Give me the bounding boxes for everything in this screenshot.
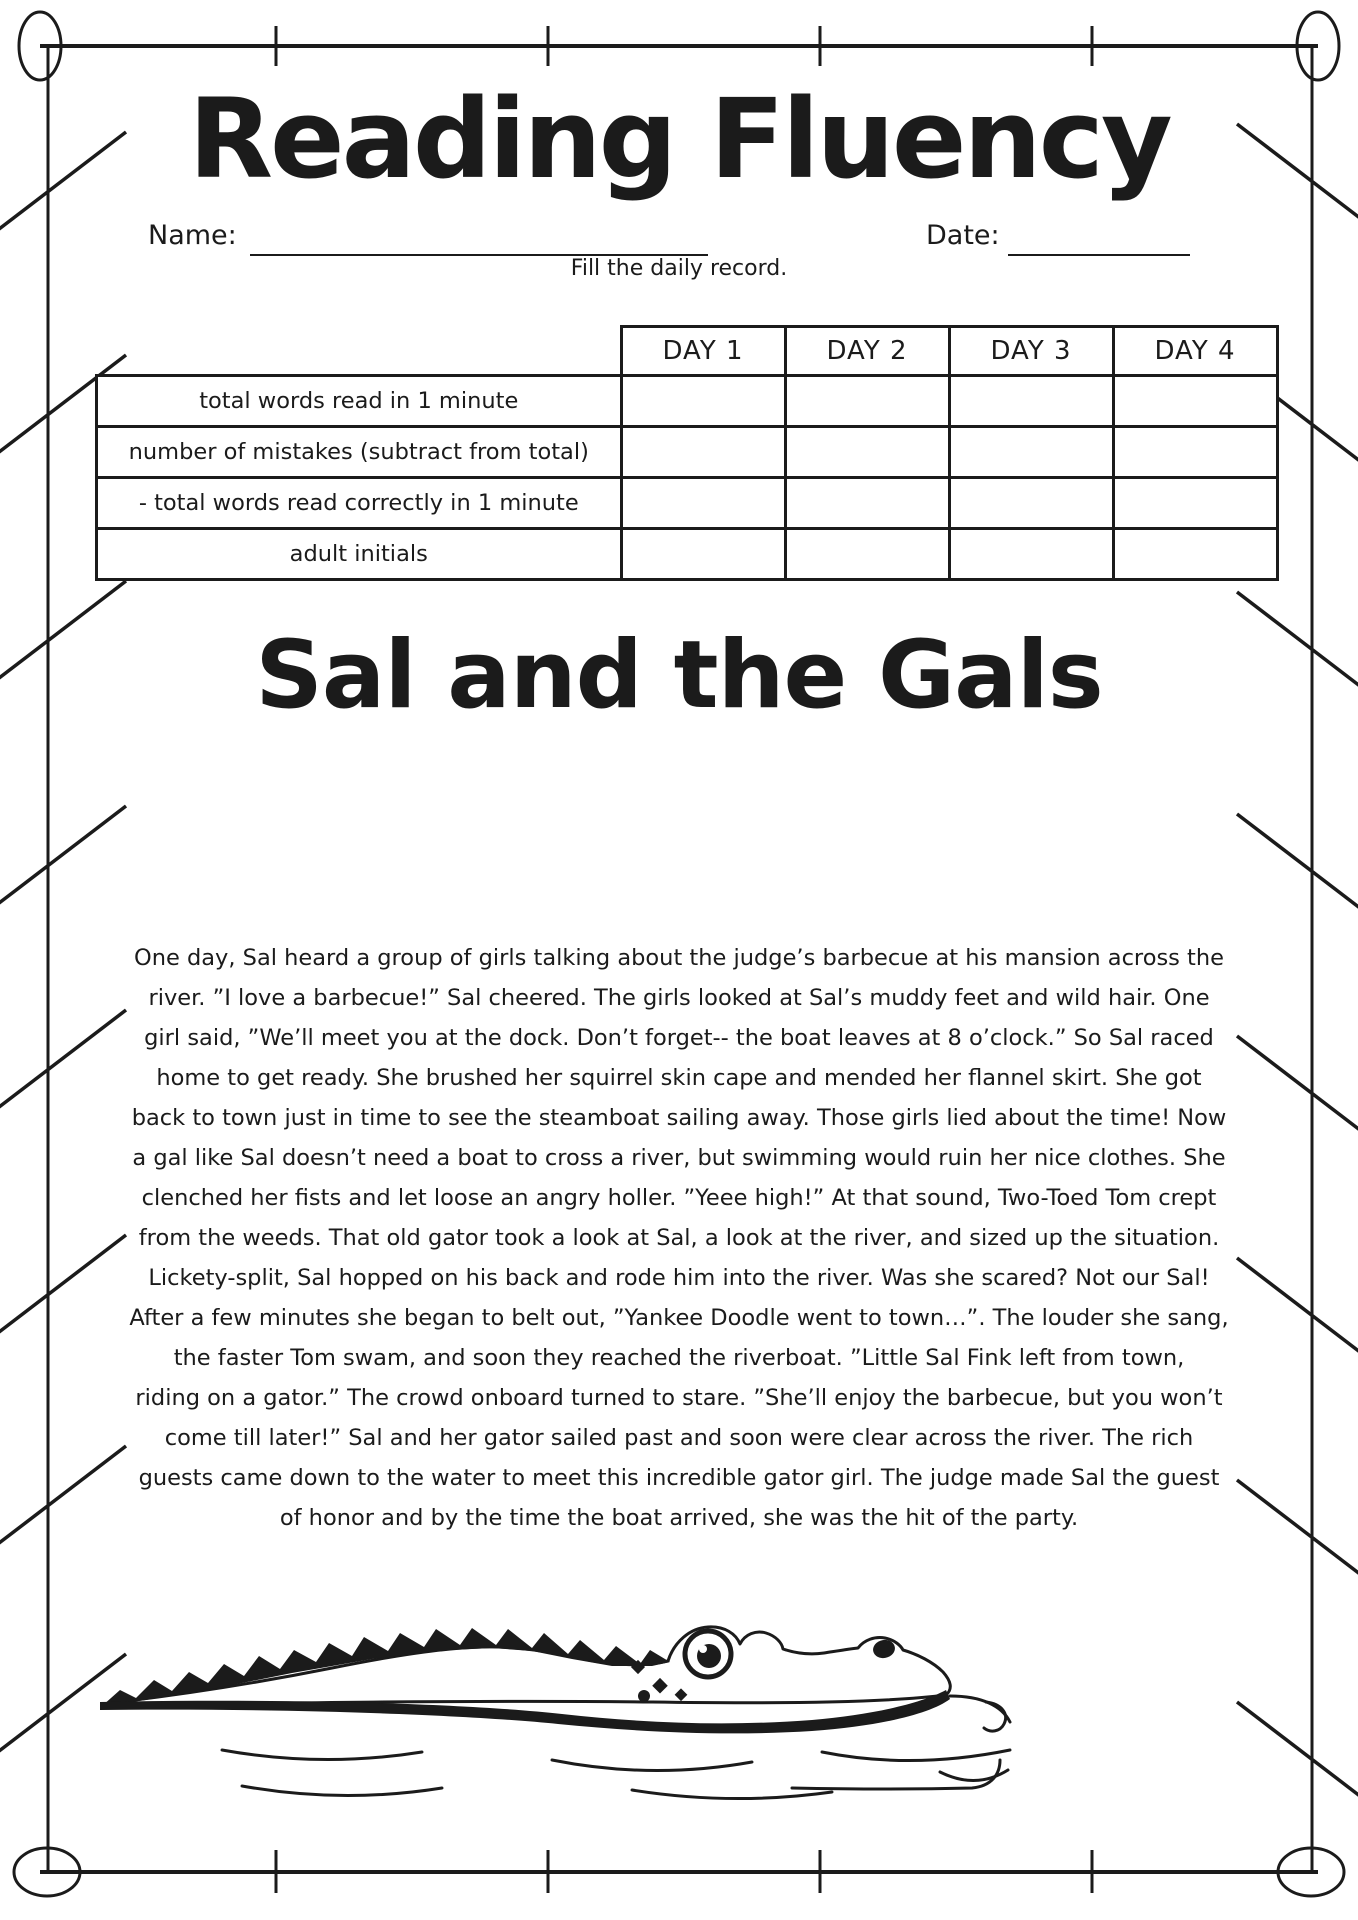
day-cell[interactable]	[1113, 376, 1277, 427]
daily-record-table	[95, 325, 1279, 581]
table-header-row	[97, 327, 1278, 376]
story-line: of honor and by the time the boat arrived, she was the hit of the party.	[279, 1505, 1079, 1531]
story-line: from the weeds. That old gator took a look at Sal, a look at the river, and sized up the situation.	[138, 1225, 1220, 1251]
row-label-total-words: total words read in 1 minute	[97, 376, 622, 427]
day-cell[interactable]	[949, 478, 1113, 529]
story-title: Sal and the Gals	[255, 621, 1103, 730]
table-row	[97, 376, 1278, 427]
story-line: Lickety-split, Sal hopped on his back and rode him into the river. Was she scared? Not our Sal!	[148, 1265, 1210, 1291]
story-line: a gal like Sal doesn’t need a boat to cross a river, but swimming would ruin her nice clothes. She	[132, 1145, 1226, 1171]
day-4-header: DAY 4	[1113, 327, 1277, 376]
day-cell[interactable]	[621, 376, 785, 427]
day-cell[interactable]	[1113, 529, 1277, 580]
day-cell[interactable]	[949, 427, 1113, 478]
story-line: After a few minutes she began to belt out, ”Yankee Doodle went to town…”. The louder she sang,	[129, 1305, 1229, 1331]
story-line: girl said, ”We’ll meet you at the dock. Don’t forget-- the boat leaves at 8 o’clock.” So Sal raced	[144, 1025, 1214, 1051]
story-line: home to get ready. She brushed her squirrel skin cape and mended her flannel skirt. She got	[156, 1065, 1202, 1091]
page-title: Reading Fluency	[188, 75, 1170, 203]
story-line: the faster Tom swam, and soon they reached the riverboat. ”Little Sal Fink left from town,	[173, 1345, 1185, 1371]
alligator-body	[102, 1627, 950, 1706]
day-cell[interactable]	[785, 376, 949, 427]
instruction-text: Fill the daily record.	[570, 256, 788, 281]
corner-circle-icon	[14, 1848, 80, 1896]
day-cell[interactable]	[949, 376, 1113, 427]
day-cell[interactable]	[785, 427, 949, 478]
alligator-illustration	[92, 1602, 1022, 1812]
story-line: One day, Sal heard a group of girls talking about the judge’s barbecue at his mansion across the	[134, 945, 1224, 971]
row-label-mistakes: number of mistakes (subtract from total)	[97, 427, 622, 478]
header-spacer	[97, 327, 622, 376]
name-label: Name:	[148, 220, 237, 251]
story-line: riding on a gator.” The crowd onboard turned to stare. ”She’ll enjoy the barbecue, but you won’t	[135, 1385, 1223, 1411]
day-cell[interactable]	[621, 529, 785, 580]
day-cell[interactable]	[949, 529, 1113, 580]
day-cell[interactable]	[621, 478, 785, 529]
story-line: clenched her fists and let loose an angry holler. ”Yeee high!” At that sound, Two-Toed Tom crept	[141, 1185, 1217, 1211]
table-row	[97, 478, 1278, 529]
story-text	[74, 938, 1284, 1538]
row-label-words-correct: - total words read correctly in 1 minute	[97, 478, 622, 529]
date-label: Date:	[926, 220, 1000, 251]
corner-circle-icon	[1278, 1848, 1344, 1896]
day-2-header: DAY 2	[785, 327, 949, 376]
table-row	[97, 529, 1278, 580]
day-cell[interactable]	[1113, 478, 1277, 529]
table-row	[97, 427, 1278, 478]
story-line: guests came down to the water to meet this incredible gator girl. The judge made Sal the guest	[138, 1465, 1220, 1491]
story-line: come till later!” Sal and her gator sailed past and soon were clear across the river. The rich	[164, 1425, 1194, 1451]
row-label-adult-initials: adult initials	[97, 529, 622, 580]
date-input-line[interactable]	[1008, 224, 1190, 256]
day-3-header: DAY 3	[949, 327, 1113, 376]
day-cell[interactable]	[621, 427, 785, 478]
day-1-header: DAY 1	[621, 327, 785, 376]
name-input-line[interactable]	[250, 224, 708, 256]
day-cell[interactable]	[1113, 427, 1277, 478]
day-cell[interactable]	[785, 478, 949, 529]
day-cell[interactable]	[785, 529, 949, 580]
story-line: back to town just in time to see the steamboat sailing away. Those girls lied about the time! Now	[131, 1105, 1227, 1131]
story-line: river. ”I love a barbecue!” Sal cheered. The girls looked at Sal’s muddy feet and wild hair. One	[148, 985, 1210, 1011]
alligator-eye-glint	[699, 1645, 707, 1653]
